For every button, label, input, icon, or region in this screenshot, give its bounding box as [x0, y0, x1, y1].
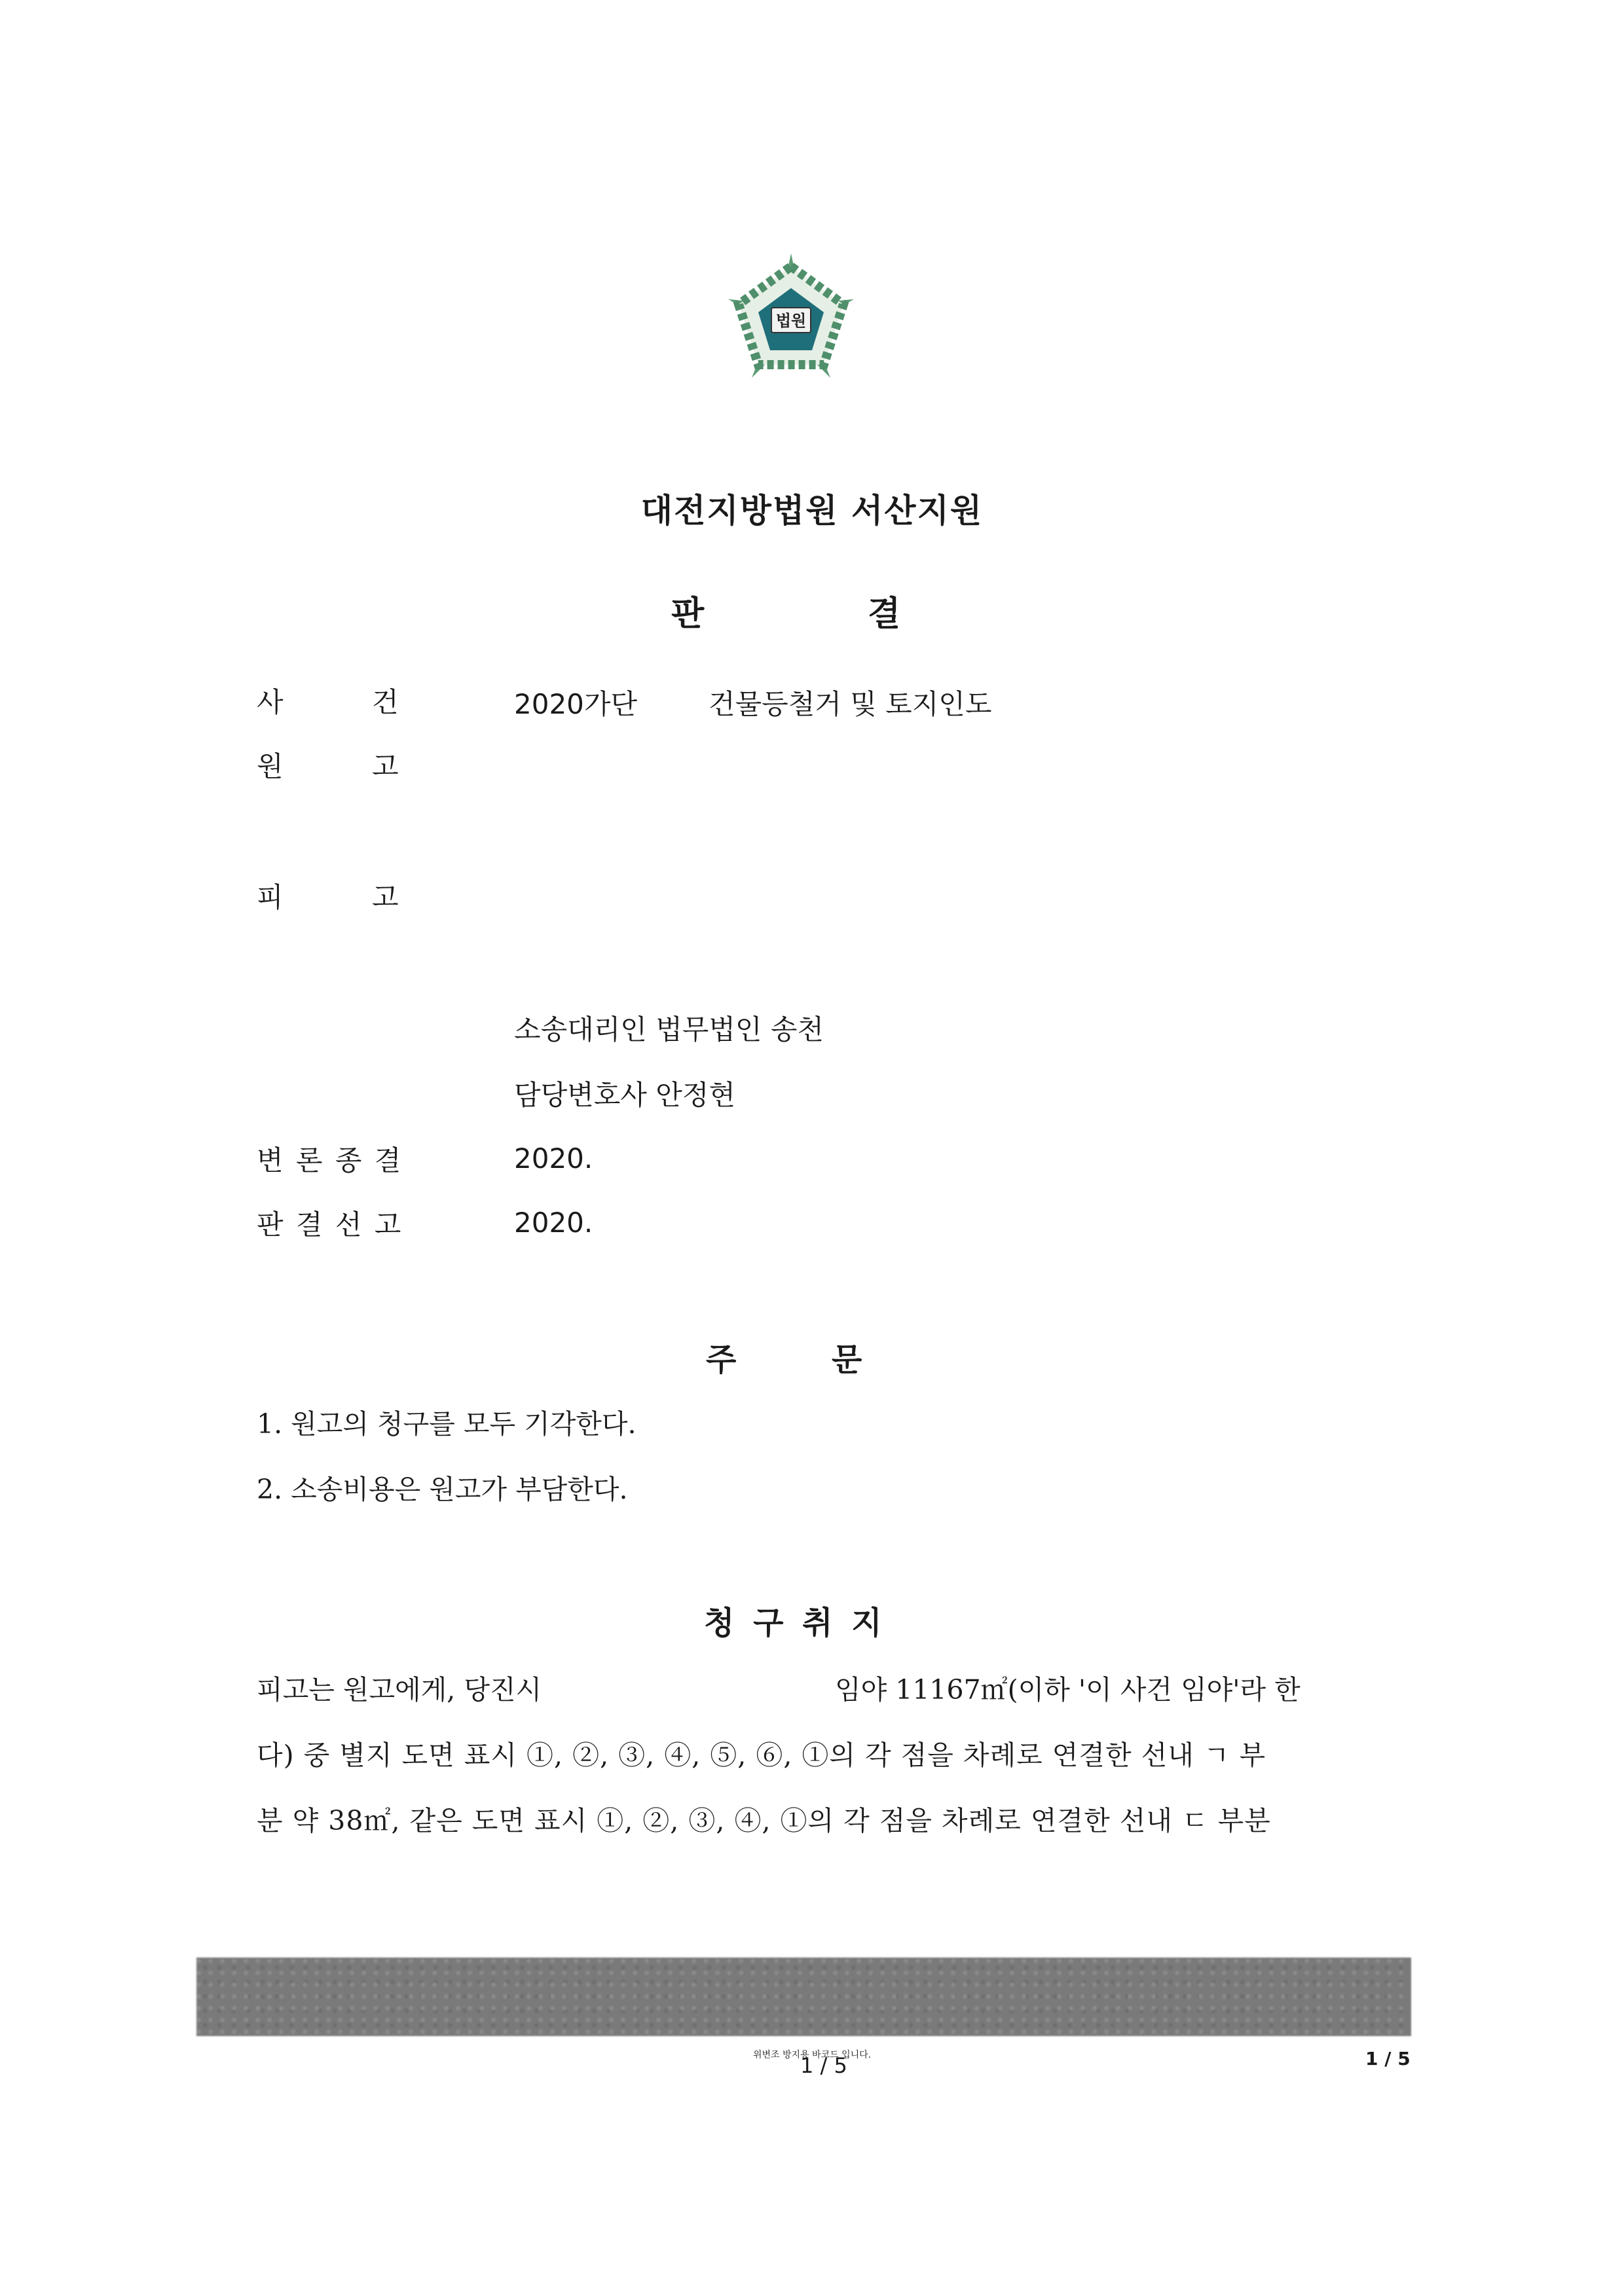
page-number-right: 1 / 5: [1365, 2048, 1411, 2069]
defendant-label-b: 고: [372, 881, 399, 913]
case-label-a: 사: [257, 686, 284, 718]
defendant-attorney: 담당변호사 안정현: [514, 1079, 735, 1111]
document-title-part2: 결: [868, 594, 901, 634]
claim-line1-right: 임야 11167㎡(이하 '이 사건 임야'라 한: [835, 1674, 1301, 1705]
document-title-part1: 판: [671, 594, 705, 634]
claim-line3: 분 약 38㎡, 같은 도면 표시 ①, ②, ③, ④, ①의 각 점을 차례로 연결한 선내 ㄷ 부분: [257, 1805, 1271, 1836]
order-item-2: 2. 소송비용은 원고가 부담한다.: [257, 1474, 628, 1505]
case-label-b: 건: [372, 686, 399, 718]
hearing-end-label: 변 론 종 결: [257, 1144, 403, 1176]
court-seal: [726, 252, 857, 380]
case-number: 2020가단: [514, 688, 638, 720]
claim-heading: 청 구 취 지: [704, 1605, 886, 1641]
hearing-end-date: 2020.: [514, 1142, 593, 1175]
case-name: 건물등철거 및 토지인도: [709, 688, 992, 720]
claim-line2: 다) 중 별지 도면 표시 ①, ②, ③, ④, ⑤, ⑥, ①의 각 점을 차례로 연결한 선내 ㄱ 부: [257, 1740, 1266, 1771]
plaintiff-label-b: 고: [372, 750, 399, 782]
barcode-note: 위변조 방지용 바코드 입니다.: [753, 2050, 872, 2060]
order-item-1: 1. 원고의 청구를 모두 기각한다.: [257, 1408, 637, 1440]
seal-text: 법원: [775, 312, 807, 330]
judgment-date: 2020.: [514, 1207, 593, 1239]
claim-line1-left: 피고는 원고에게, 당진시: [257, 1674, 542, 1705]
court-seal-icon: [726, 252, 857, 380]
plaintiff-label-a: 원: [257, 750, 284, 782]
redacted-barcode: [196, 1958, 1411, 2036]
order-heading-a: 주: [706, 1341, 737, 1378]
defendant-agent: 소송대리인 법무법인 송천: [514, 1013, 824, 1046]
judgment-date-label: 판 결 선 고: [257, 1209, 403, 1241]
page-number-center: 1 / 5: [800, 2053, 847, 2078]
court-name: 대전지방법원 서산지원: [640, 492, 984, 530]
defendant-label-a: 피: [257, 881, 284, 913]
order-heading-b: 문: [832, 1341, 862, 1378]
